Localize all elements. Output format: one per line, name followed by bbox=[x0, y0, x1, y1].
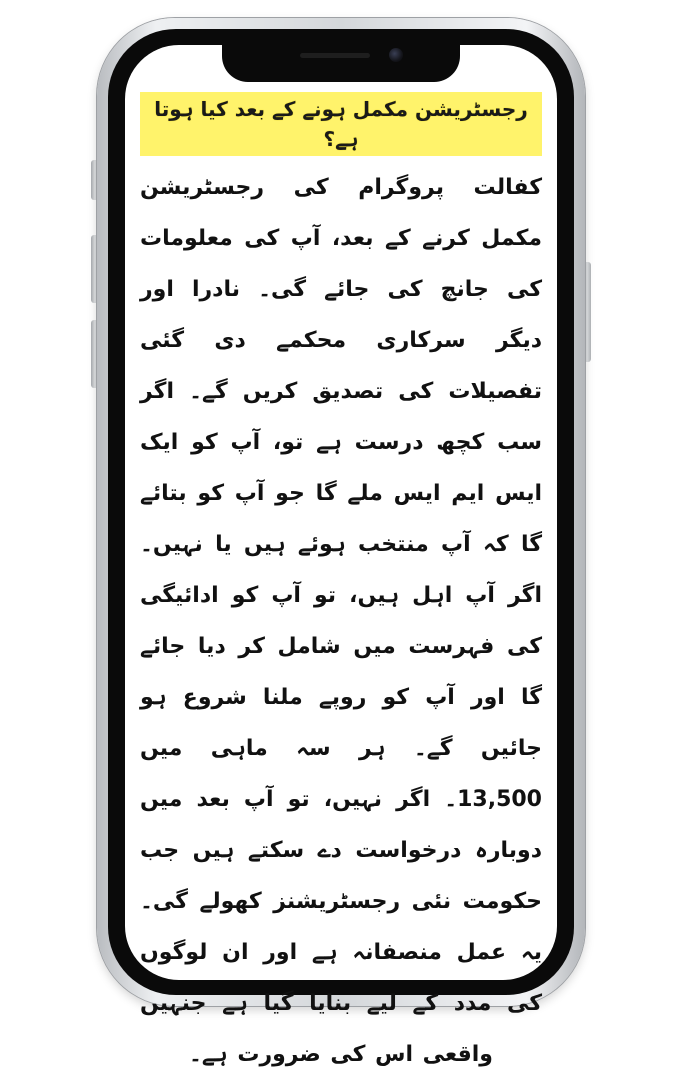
phone-notch bbox=[222, 44, 460, 82]
article-body: کفالت پروگرام کی رجسٹریشن مکمل کرنے کے بعد، آپ کی معلومات کی جانچ کی جائے گی۔ نادرا اور دیگر سرکاری محکمے دی گئی تفصیلات کی تصدیق کریں گے۔ اگر سب کچھ درست ہے تو، آپ کو ایک ایس ایم ایس ملے گا جو آپ کو بتائے گا کہ آپ منتخب ہوئے ہیں یا نہیں۔ اگر آپ اہل ہیں، تو آپ کو ادائیگی کی فہرست میں شامل کر دیا جائے گا اور آپ کو روپے ملنا شروع ہو جائیں گے۔ ہر سہ ماہی میں 13,500۔ اگر نہیں، تو آپ بعد میں دوبارہ درخواست دے سکتے ہیں جب حکومت نئی رجسٹریشنز کھولے گی۔ یہ عمل منصفانہ ہے اور ان لوگوں کی مدد کے لیے بنایا گیا ہے جنہیں واقعی اس کی ضرورت ہے۔ bbox=[140, 175, 542, 1067]
article-heading: رجسٹریشن مکمل ہونے کے بعد کیا ہوتا ہے؟ bbox=[140, 92, 542, 156]
front-camera-icon bbox=[389, 48, 403, 62]
earpiece-speaker bbox=[300, 53, 370, 58]
article-content bbox=[140, 92, 542, 1067]
